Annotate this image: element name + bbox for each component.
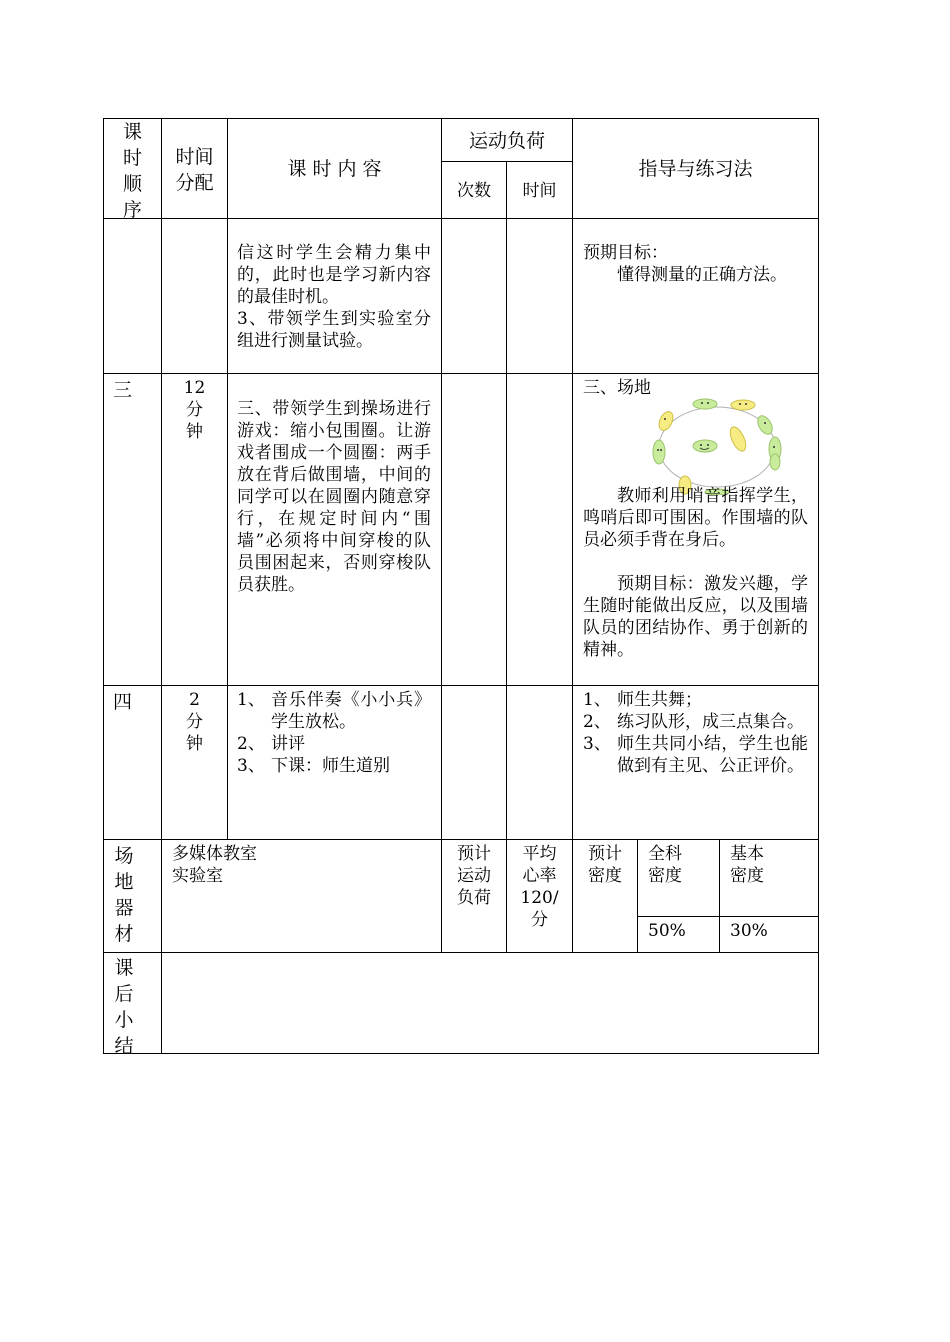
- venue-full-value: 50%: [648, 921, 686, 941]
- header-load: 运动负荷: [468, 130, 545, 152]
- header-method: 指导与练习法: [638, 158, 753, 180]
- row4-content-list: [237, 689, 431, 777]
- list-item: 1、 音乐伴奏《小小兵》学生放松。: [237, 690, 431, 732]
- list-item: 2、 讲评: [237, 734, 305, 754]
- header-time-alloc: 时间 分配: [175, 146, 214, 194]
- row3-method-text: 教师利用哨音指挥学生，鸣哨后即可围困。作围墙的队员必须手背在身后。: [583, 486, 808, 550]
- venue-heart-rate: 平均 心率 120/ 分: [520, 844, 559, 930]
- header-order: 课 时 顺 序: [122, 121, 142, 221]
- header-count: 次数: [457, 181, 491, 201]
- row3-content: 三、带领学生到操场进行游戏：缩小包围圈。让游戏者围成一个圆圈：两手放在背后做围墙，中间的同学可以在圆圈内随意穿行，在规定时间内“围墙”必须将中间穿梭的队员围困起来，否则穿梭队员获胜。: [237, 399, 431, 595]
- smiley-icon: [693, 440, 717, 452]
- smiley-icon: [693, 399, 717, 409]
- row-cont-content: 信这时学生会精力集中的，此时也是学习新内容的最佳时机。 3、带领学生到实验室分组进行测量试验。: [237, 243, 431, 351]
- row4-order: 四: [113, 691, 133, 713]
- row4-time: 2 分 钟: [186, 690, 203, 754]
- smiley-icon: [727, 425, 749, 454]
- list-item: 3、 师生共同小结，学生也能做到有主见、公正评价。: [583, 734, 808, 776]
- venue-base-density: 基本 密度: [730, 844, 764, 886]
- row3-site-label: 三、场地: [583, 378, 651, 398]
- venue-label: 场 地 器 材: [114, 845, 134, 945]
- venue-text: 多媒体教室 实验室: [172, 844, 257, 886]
- row4-method-list: [583, 689, 808, 777]
- row3-order: 三: [113, 379, 133, 401]
- header-time: 时间: [522, 181, 557, 201]
- header-content: 课 时 内 容: [287, 158, 382, 180]
- venue-base-value: 30%: [730, 921, 768, 941]
- list-item: 2、 练习队形，成三点集合。: [583, 712, 804, 732]
- venue-est-density: 预计 密度: [588, 844, 622, 886]
- smiley-icon: [731, 400, 755, 410]
- list-item: 3、 下课：师生道别: [237, 756, 390, 776]
- venue-full-density: 全科 密度: [648, 844, 682, 886]
- venue-est-load: 预计 运动 负荷: [457, 844, 491, 908]
- smiley-icon: [770, 454, 780, 470]
- list-item: 1、 师生共舞；: [583, 690, 702, 710]
- row-cont-method: 预期目标： 懂得测量的正确方法。: [583, 243, 787, 285]
- row3-time: 12 分 钟: [183, 378, 206, 442]
- summary-label: 课 后 小 结: [114, 957, 134, 1057]
- smiley-icon: [656, 409, 675, 432]
- smiley-icon: [653, 440, 665, 464]
- formation-diagram: [645, 395, 790, 495]
- row3-goal-text: 预期目标：激发兴趣，学生随时能做出反应，以及围墙队员的团结协作、勇于创新的精神。: [583, 574, 808, 660]
